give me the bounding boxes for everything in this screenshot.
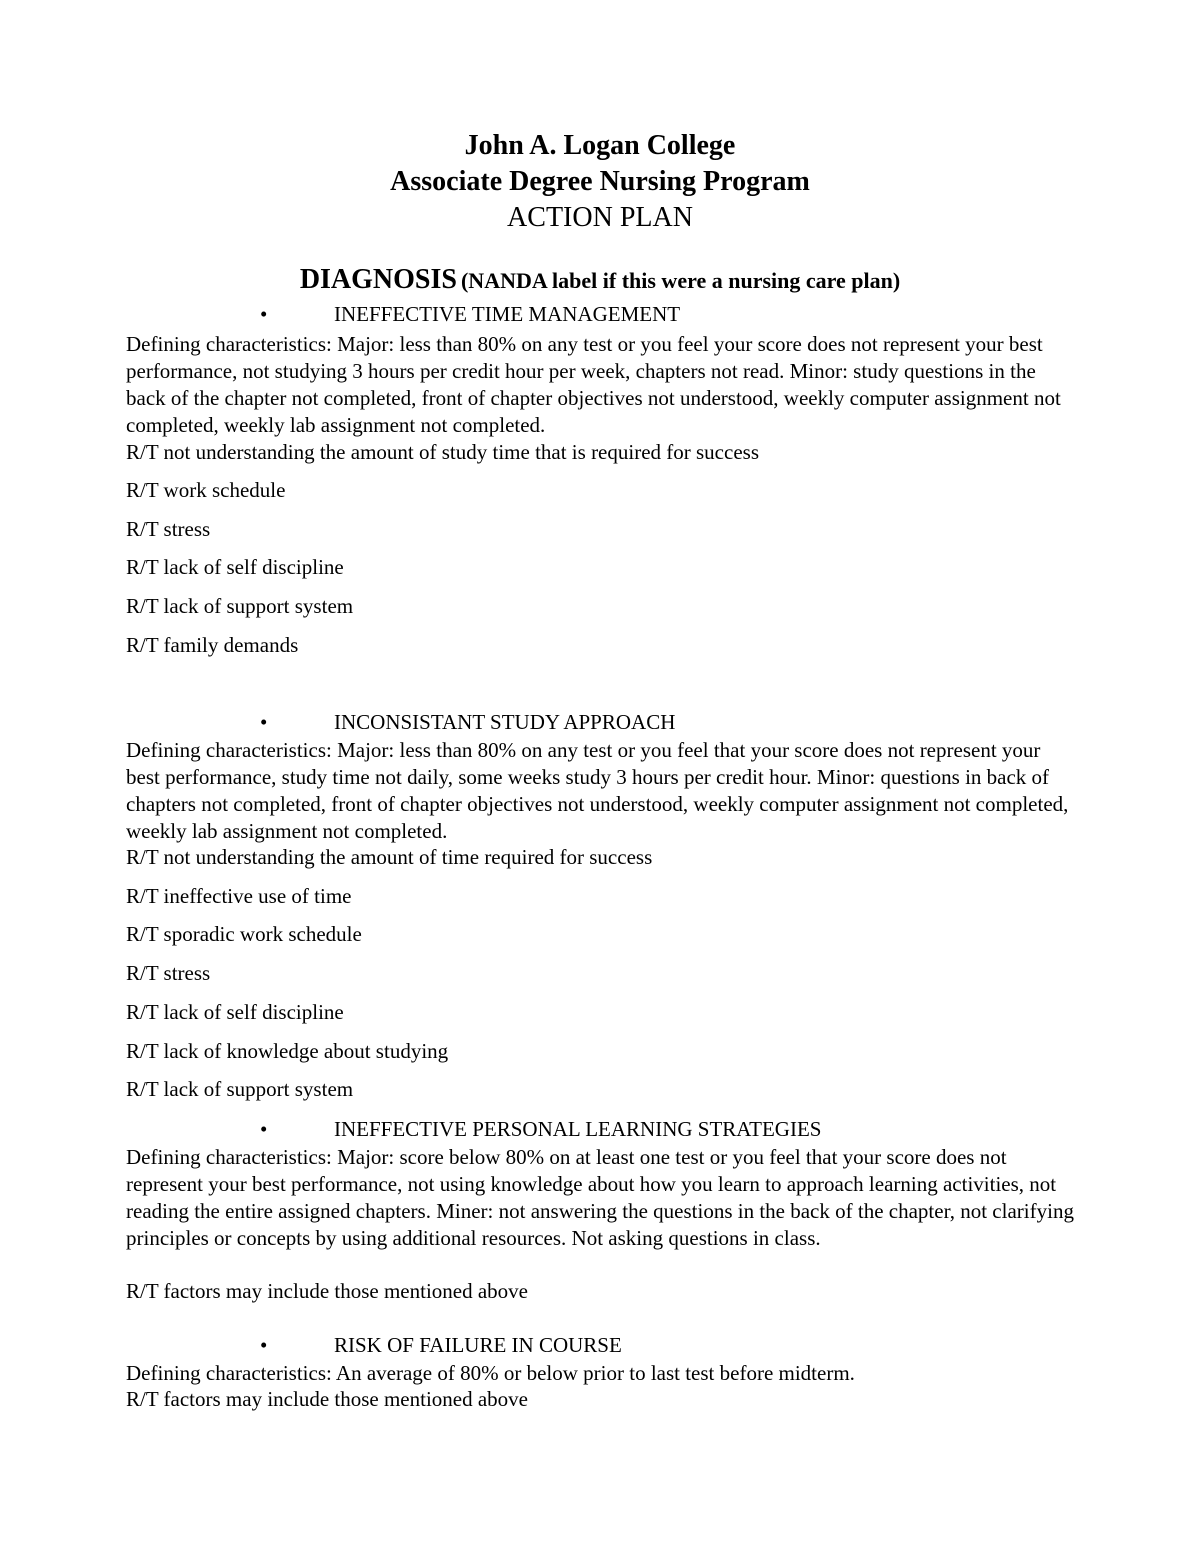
bullet-icon: • [260, 302, 268, 326]
defining-characteristics: Defining characteristics: Major: score below 80% on at least one test or you feel that your score does not represent your best performance, not using knowledge about how you learn to approach learning activities, not reading the entire assigned chapters. Miner: not answering the questions in the back of the chapter, not clarifying principles or concepts by using additional resources. Not asking questions in class. [126, 1145, 1074, 1250]
rt-item: R/T not understanding the amount of study time that is required for success [126, 440, 759, 464]
section-heading [260, 302, 680, 327]
bullet-icon: • [260, 1117, 268, 1141]
rt-item: R/T work schedule [126, 478, 286, 502]
bullet-icon: • [260, 710, 268, 734]
document-title: ACTION PLAN [507, 202, 693, 233]
section-heading [260, 1117, 821, 1142]
diagnosis-note: (NANDA label if this were a nursing care plan) [460, 268, 901, 293]
rt-item: R/T sporadic work schedule [126, 922, 362, 946]
rt-item: R/T lack of support system [126, 1077, 354, 1101]
defining-characteristics: Defining characteristics: Major: less than 80% on any test or you feel your score does not represent your best performance, not studying 3 hours per credit hour per week, chapters not read. Minor: study questions in the back of the chapter not completed, front of chapter objectives not understood, weekly computer assignment not completed, weekly lab assignment not completed. [126, 332, 1061, 437]
rt-item: R/T stress [126, 961, 211, 985]
section-heading [260, 710, 675, 735]
rt-item: R/T lack of support system [126, 594, 354, 618]
rt-item: R/T stress [126, 517, 211, 541]
defining-characteristics: Defining characteristics: An average of 80% or below prior to last test before midterm. [126, 1361, 855, 1385]
section-title: INEFFECTIVE TIME MANAGEMENT [334, 302, 681, 326]
rt-item: R/T factors may include those mentioned above [126, 1387, 529, 1411]
rt-item: R/T lack of self discipline [126, 1000, 344, 1024]
diagnosis-label: DIAGNOSIS [299, 264, 457, 295]
college-name: John A. Logan College [464, 130, 736, 161]
section-title: RISK OF FAILURE IN COURSE [334, 1333, 622, 1357]
rt-item: R/T ineffective use of time [126, 884, 352, 908]
defining-characteristics: Defining characteristics: Major: less than 80% on any test or you feel that your score does not represent your best performance, study time not daily, some weeks study 3 hours per credit hour. Minor: questions in back of chapters not completed, front of chapter objectives not understood, weekly computer assignment not completed, weekly lab assignment not completed. [126, 738, 1069, 843]
section-title: INEFFECTIVE PERSONAL LEARNING STRATEGIES [334, 1117, 822, 1141]
rt-item: R/T factors may include those mentioned above [126, 1279, 529, 1303]
rt-item: R/T lack of knowledge about studying [126, 1039, 449, 1063]
program-name: Associate Degree Nursing Program [390, 166, 810, 197]
rt-item: R/T lack of self discipline [126, 555, 344, 579]
bullet-icon: • [260, 1333, 268, 1357]
section-heading [260, 1333, 622, 1358]
diagnosis-heading [0, 264, 1200, 296]
section-title: INCONSISTANT STUDY APPROACH [334, 710, 676, 734]
rt-item: R/T not understanding the amount of time required for success [126, 845, 653, 869]
rt-item: R/T family demands [126, 633, 299, 657]
